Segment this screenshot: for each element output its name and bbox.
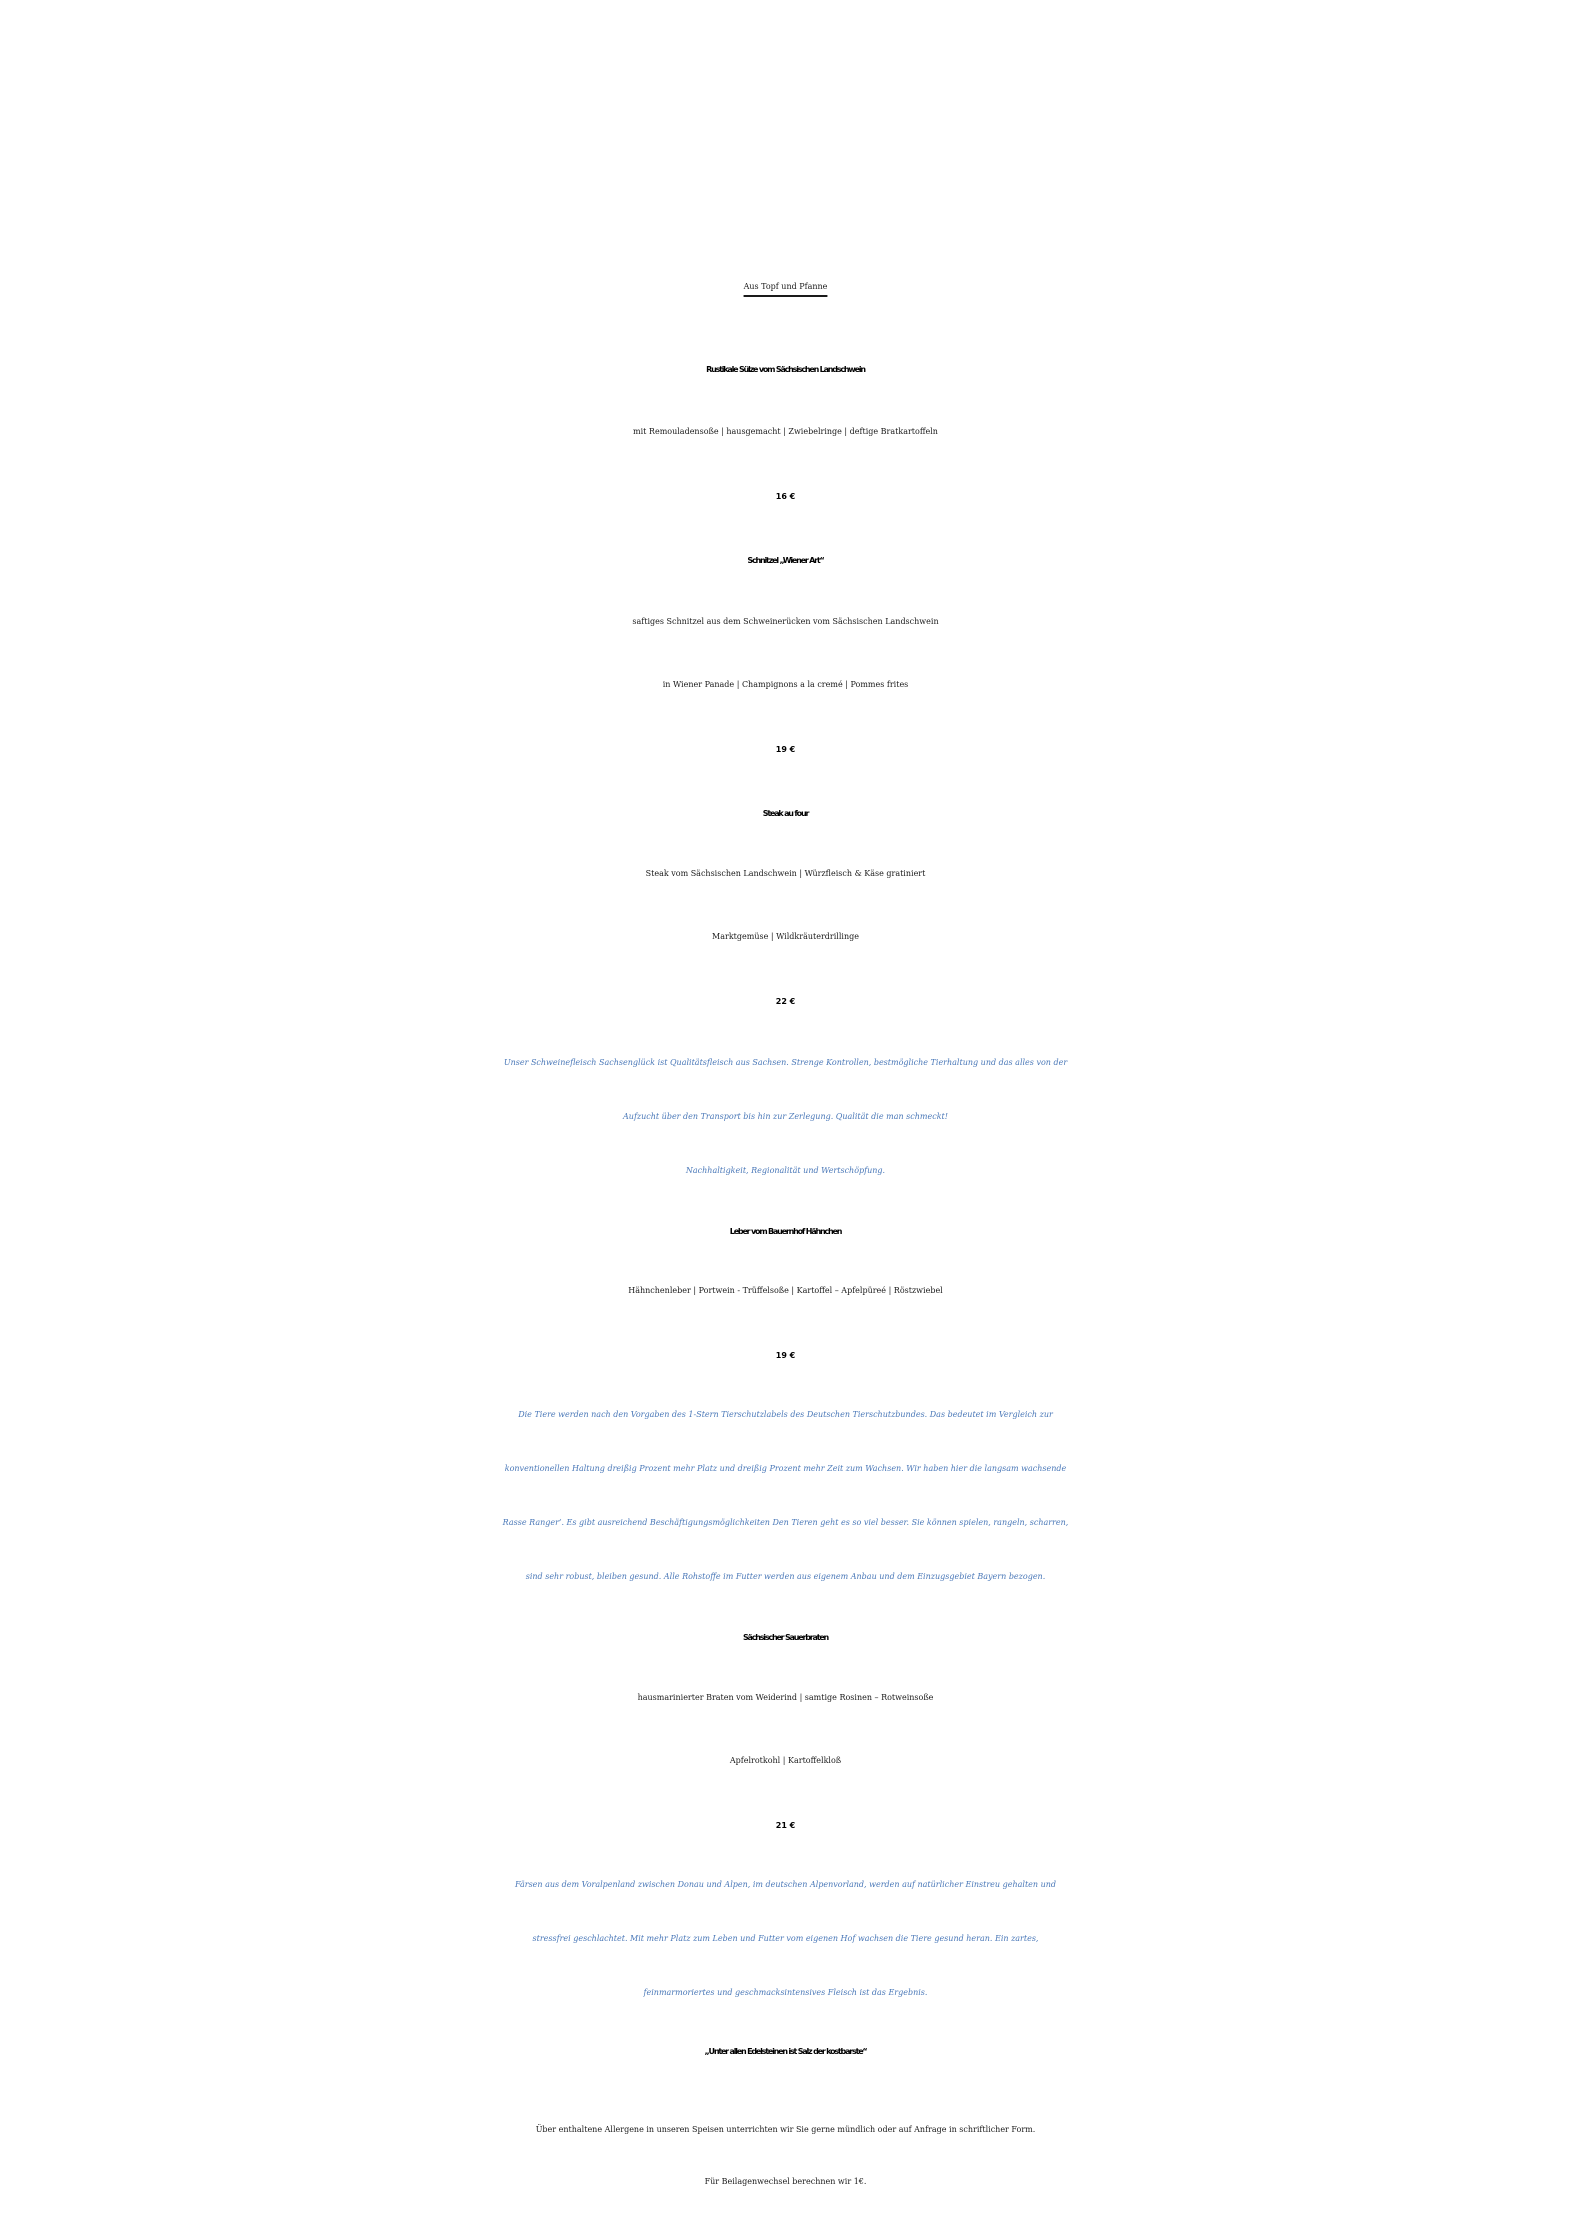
dish-description: Steak vom Sächsischen Landschwein | Würzfleisch & Käse gratiniert xyxy=(645,869,926,878)
dish-info-note: Färsen aus dem Voralpenland zwischen Donau und Alpen, im deutschen Alpenvorland, werden auf natürlicher Einstreu gehalten und xyxy=(514,1880,1057,1889)
dish-price: 22 € xyxy=(775,997,796,1006)
dish-description: mit Remouladensoße | hausgemacht | Zwiebelringe | deftige Bratkartoffeln xyxy=(633,427,938,436)
dish-info-note: Rasse Ranger‘. Es gibt ausreichend Beschäftigungsmöglichkeiten Den Tieren geht es so viel besser. Sie können spielen, rangeln, scharren, xyxy=(502,1518,1069,1527)
dish-description: hausmarinierter Braten vom Weiderind | samtige Rosinen – Rotweinsoße xyxy=(637,1693,934,1702)
dish-price: 16 € xyxy=(775,492,796,501)
dish-description: Marktgemüse | Wildkräuterdrillinge xyxy=(712,932,859,941)
dish-price: 19 € xyxy=(775,1351,796,1360)
dish-info-note: Die Tiere werden nach den Vorgaben des 1-Stern Tierschutzlabels des Deutschen Tierschutzbundes. Das bedeutet im Vergleich zur xyxy=(518,1410,1053,1419)
dish-info-note: stressfrei geschlachtet. Mit mehr Platz zum Leben und Futter vom eigenen Hof wachsen die Tiere gesund heran. Ein zartes, xyxy=(532,1934,1039,1943)
allergen-notice: Über enthaltene Allergene in unseren Speisen unterrichten wir Sie gerne mündlich oder auf Anfrage in schriftlicher Form. xyxy=(535,2125,1036,2134)
section-title: Aus Topf und Pfanne xyxy=(743,282,828,291)
dish-price: 21 € xyxy=(775,1821,796,1830)
dish-info-note: feinmarmoriertes und geschmacksintensives Fleisch ist das Ergebnis. xyxy=(643,1988,928,1997)
dish-info-note: konventionellen Haltung dreißig Prozent mehr Platz und dreißig Prozent mehr Zeit zum Wachsen. Wir haben hier die langsam wachsende xyxy=(504,1464,1067,1473)
dish-description: Apfelrotkohl | Kartoffelkloß xyxy=(729,1756,842,1765)
dish-name: Steak au four xyxy=(762,809,809,818)
dish-description: Hähnchenleber | Portwein - Trüffelsoße | Kartoffel – Apfelpüreé | Röstzwiebel xyxy=(628,1286,943,1295)
dish-info-note: Aufzucht über den Transport bis hin zur Zerlegung. Qualität die man schmeckt! xyxy=(623,1112,948,1121)
dish-name: Sächsischer Sauerbraten xyxy=(742,1633,829,1642)
side-dish-surcharge-notice: Für Beilagenwechsel berechnen wir 1€. xyxy=(704,2177,867,2186)
dish-name: Schnitzel „Wiener Art“ xyxy=(747,556,824,565)
dish-info-note: Nachhaltigkeit, Regionalität und Wertschöpfung. xyxy=(685,1166,886,1175)
dish-description: in Wiener Panade | Champignons a la cremé | Pommes frites xyxy=(662,680,909,689)
salt-quote: „Unter allen Edelsteinen ist Salz der kostbarste“ xyxy=(704,2047,867,2056)
dish-info-note: Unser Schweinefleisch Sachsenglück ist Qualitätsfleisch aus Sachsen. Strenge Kontrollen, bestmögliche Tierhaltung und das alles von der xyxy=(503,1058,1068,1067)
dish-price: 19 € xyxy=(775,745,796,754)
dish-name: Leber vom Bauernhof Hähnchen xyxy=(729,1227,842,1236)
dish-description: saftiges Schnitzel aus dem Schweinerücken vom Sächsischen Landschwein xyxy=(632,617,939,626)
dish-name: Rustikale Sülze vom Sächsischen Landschwein xyxy=(706,365,865,374)
dish-info-note: sind sehr robust, bleiben gesund. Alle Rohstoffe im Futter werden aus eigenem Anbau und dem Einzugsgebiet Bayern bezogen. xyxy=(525,1572,1046,1581)
